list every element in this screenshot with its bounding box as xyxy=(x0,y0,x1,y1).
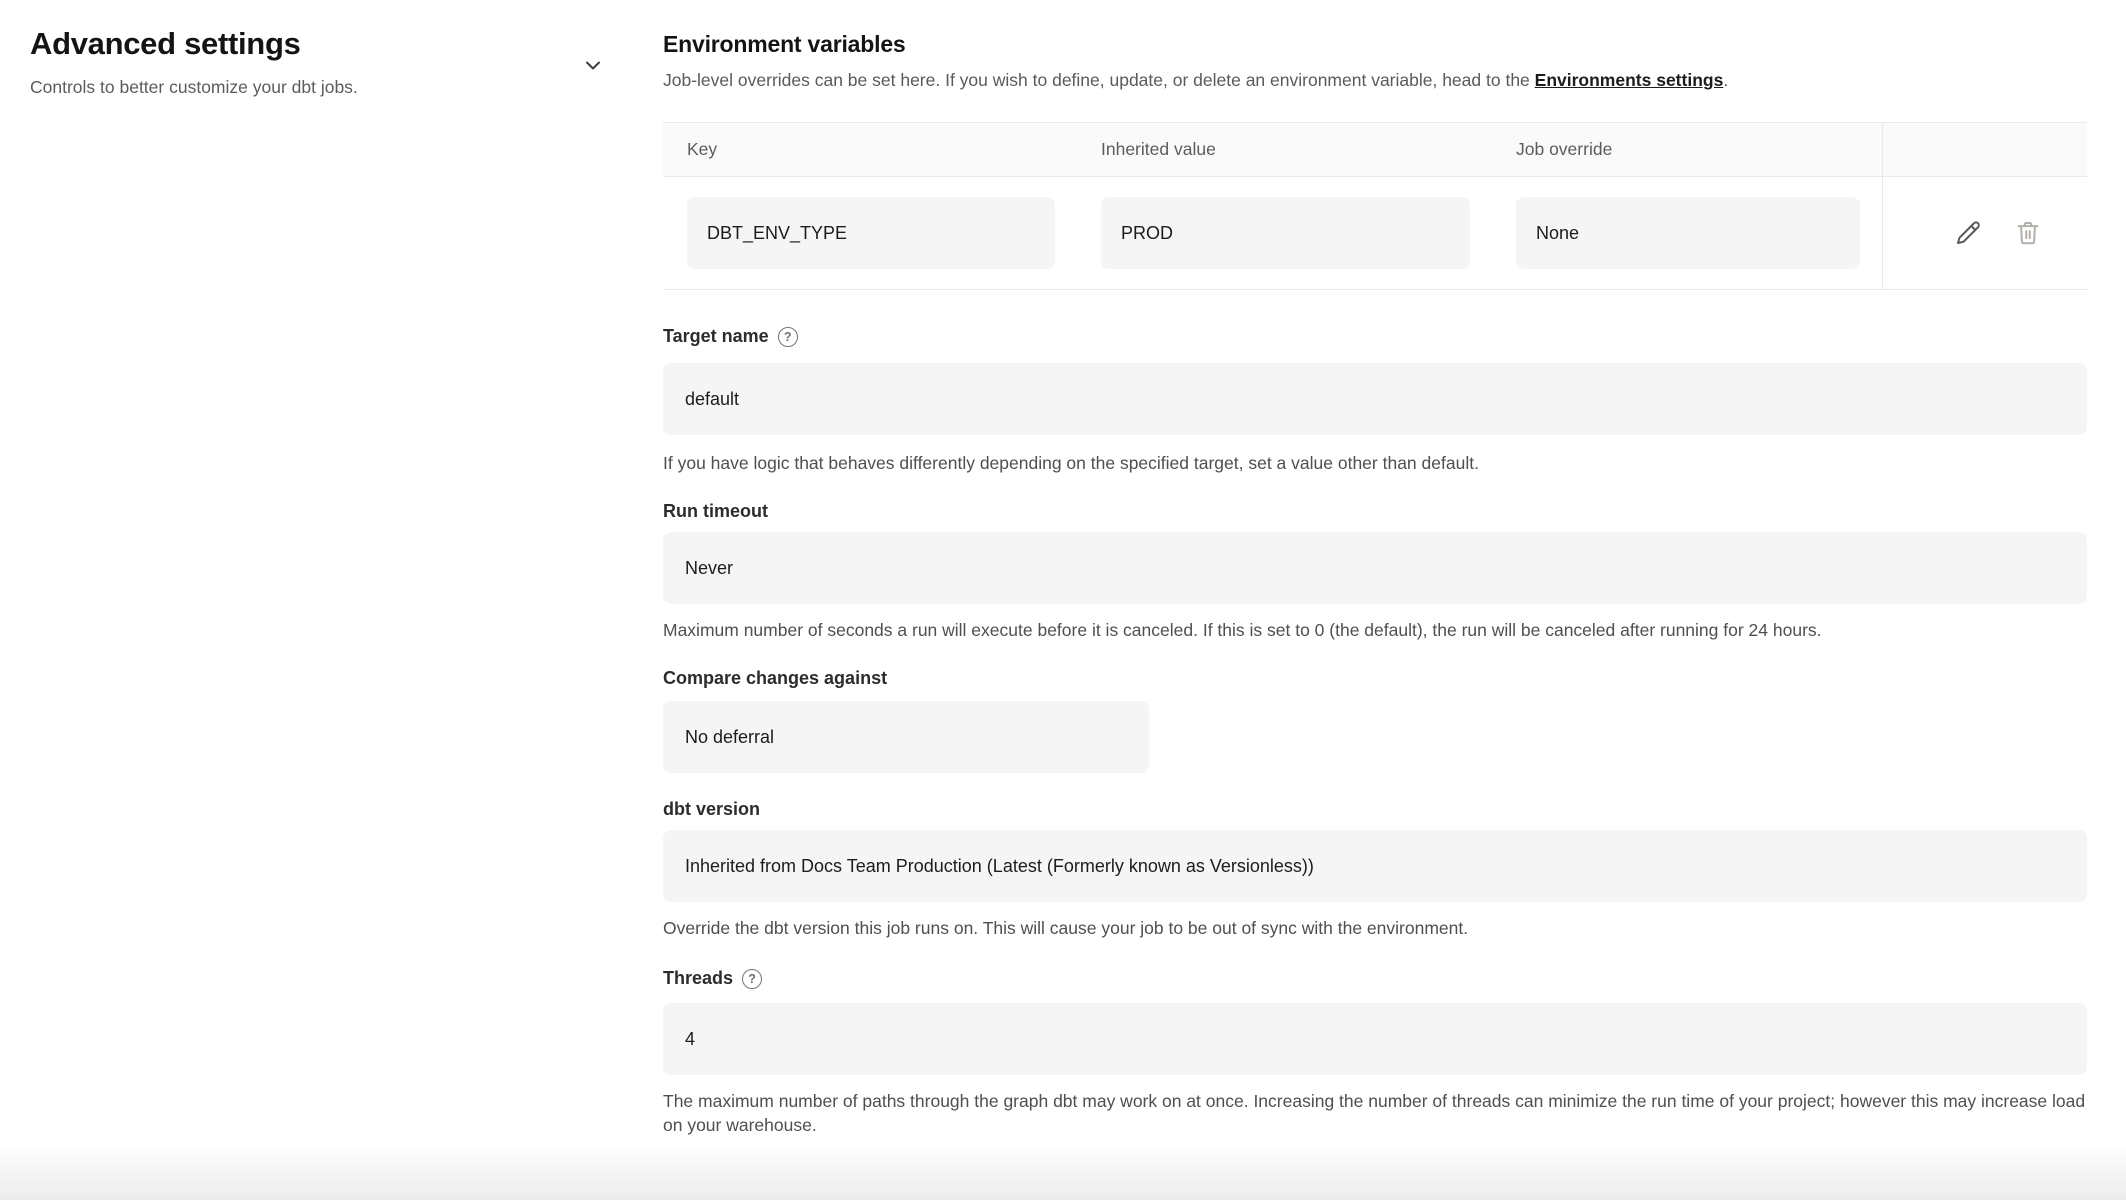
threads-input[interactable] xyxy=(663,1003,2087,1075)
collapse-section-button[interactable] xyxy=(578,50,608,80)
section-title: Environment variables xyxy=(663,31,906,57)
target-name-label: Target name xyxy=(663,326,769,346)
question-mark-circle-icon[interactable]: ? xyxy=(742,969,762,989)
environments-settings-link[interactable]: Environments settings xyxy=(1534,70,1724,90)
section-description-text: Job-level overrides can be set here. If you wish to define, update, or delete an environment variable, head to the xyxy=(663,70,1535,90)
section-description xyxy=(663,68,2087,93)
table-row xyxy=(663,177,2087,289)
target-name-input[interactable] xyxy=(663,363,2087,435)
threads-label: Threads xyxy=(663,968,734,988)
env-var-job-override-value: None xyxy=(1516,197,1860,269)
run-timeout-label: Run timeout xyxy=(663,501,768,521)
env-var-key-value: DBT_ENV_TYPE xyxy=(687,197,1055,269)
advanced-settings-panel xyxy=(30,26,590,98)
compare-changes-field-header xyxy=(663,668,2087,689)
edit-env-var-button[interactable] xyxy=(1947,212,1989,254)
row-actions xyxy=(1882,177,2087,289)
environment-variables-table xyxy=(663,122,2087,290)
compare-changes-label: Compare changes against xyxy=(663,668,888,688)
column-header-job-override: Job override xyxy=(1516,139,1613,159)
table-header-row xyxy=(663,123,2087,177)
threads-helper: The maximum number of paths through the graph dbt may work on at once. Increasing the number of threads can minimize the run time of your project; however this may increase load on your warehouse. xyxy=(663,1091,2086,1135)
target-name-helper: If you have logic that behaves differently depending on the specified target, set a value other than default. xyxy=(663,453,1479,473)
threads-field-header xyxy=(663,968,2087,989)
scroll-fade-overlay xyxy=(0,1142,2126,1200)
dbt-version-input[interactable] xyxy=(663,830,2087,902)
pencil-icon xyxy=(1953,218,1983,248)
delete-env-var-button[interactable] xyxy=(2007,212,2049,254)
page-subtitle: Controls to better customize your dbt jobs. xyxy=(30,77,358,97)
run-timeout-input[interactable] xyxy=(663,532,2087,604)
compare-changes-input[interactable] xyxy=(663,701,1149,773)
section-description-period: . xyxy=(1723,70,1729,90)
dbt-version-helper: Override the dbt version this job runs on. This will cause your job to be out of sync with the environment. xyxy=(663,918,1469,938)
environment-variables-section xyxy=(663,30,2087,1137)
dbt-version-field-header xyxy=(663,799,2087,820)
trash-icon xyxy=(2013,218,2043,248)
dbt-version-label: dbt version xyxy=(663,799,761,819)
question-mark-circle-icon[interactable]: ? xyxy=(778,327,798,347)
run-timeout-field-header xyxy=(663,501,2087,522)
chevron-down-icon xyxy=(581,53,605,77)
column-header-inherited-value: Inherited value xyxy=(1101,139,1216,159)
column-header-actions xyxy=(1882,123,2087,176)
run-timeout-helper: Maximum number of seconds a run will execute before it is canceled. If this is set to 0 (the default), the run will be canceled after running for 24 hours. xyxy=(663,620,1822,640)
env-var-inherited-value: PROD xyxy=(1101,197,1470,269)
column-header-key: Key xyxy=(687,139,718,159)
page-title: Advanced settings xyxy=(30,26,301,61)
target-name-field-header xyxy=(663,326,2087,347)
